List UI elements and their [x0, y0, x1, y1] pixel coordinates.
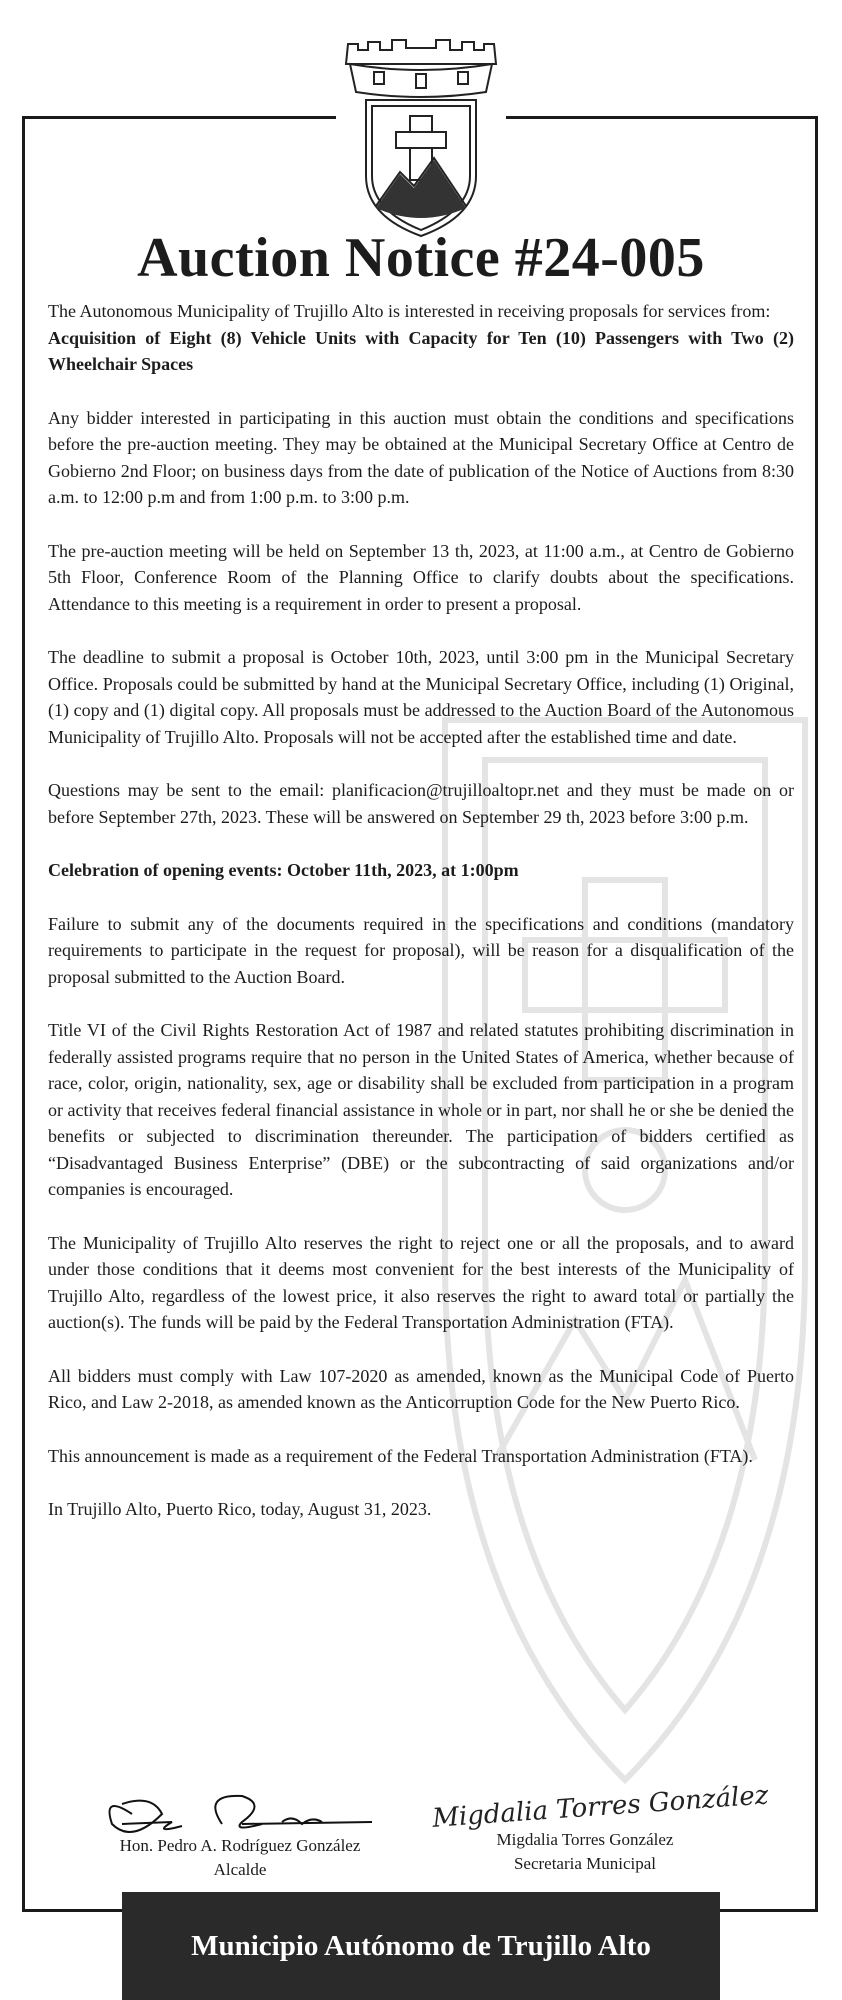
- paragraph-rights-reserved: The Municipality of Trujillo Alto reserves the right to reject one or all the proposals, and to award under those conditions that it deems most convenient for the best interests of the Municipality of Trujillo Alto, regardless of the lowest price, it also reserves the right to award total or partially the auction(s). The funds will be paid by the Federal Transportation Administration (FTA).: [48, 1232, 794, 1332]
- place-date: In Trujillo Alto, Puerto Rico, today, August 31, 2023.: [48, 1499, 432, 1519]
- notice-body: [48, 298, 794, 1523]
- paragraph-deadline: The deadline to submit a proposal is October 10th, 2023, until 3:00 pm in the Municipal Secretary Office. Proposals could be submitted by hand at the Municipal Secretary Office, including (1) Original, (1) copy and (1) digital copy. All proposals must be addressed to the Auction Board of the Autonomous Municipality of Trujillo Alto. Proposals will not be accepted after the established time and date.: [48, 647, 794, 747]
- paragraph-title-vi: Title VI of the Civil Rights Restoration Act of 1987 and related statutes prohibiting discrimination in federally assisted programs require that no person in the United States of America, whether because of race, color, origin, nationality, sex, age or disability shall be excluded from participation in a program or activity that receives federal financial assistance in whole or in part, nor shall he or she be denied the benefits or subjected to discrimination thereunder. The participation of bidders certified as “Disadvantaged Business Enterprise” (DBE) or the subcontracting of said organizations and/or companies is encouraged.: [48, 1020, 794, 1199]
- paragraph-fta-requirement: This announcement is made as a requirement of the Federal Transportation Administration (FTA).: [48, 1445, 753, 1466]
- mayor-signature-block: [80, 1834, 400, 1882]
- paragraph-conditions: Any bidder interested in participating in this auction must obtain the conditions and specifications before the pre-auction meeting. They may be obtained at the Municipal Secretary Office at Centro de Gobierno 2nd Floor; on business days from the date of publication of the Notice of Auctions from 8:30 a.m. to 12:00 p.m and from 1:00 p.m. to 3:00 p.m.: [48, 407, 794, 507]
- secretary-title: Secretaria Municipal: [513, 1854, 657, 1873]
- footer-text: Municipio Autónomo de Trujillo Alto: [191, 1929, 651, 1962]
- secretary-handwritten-signature: Migdalia Torres González: [431, 1780, 770, 1834]
- paragraph-failure: Failure to submit any of the documents required in the specifications and conditions (mandatory requirements to participate in the request for proposal), will be reason for a disqualification of the proposal submitted to the Auction Board.: [48, 913, 794, 987]
- mayor-title: Alcalde: [213, 1860, 267, 1879]
- secretary-name: Migdalia Torres González: [496, 1830, 674, 1849]
- signatures-block: [0, 1780, 842, 1884]
- paragraph-questions: Questions may be sent to the email: planificacion@trujilloaltopr.net and they must be made on or before September 27th, 2023. These will be answered on September 29 th, 2023 before 3:00 p.m.: [48, 780, 794, 827]
- page-title: Auction Notice #24-005: [137, 227, 705, 289]
- paragraph-pre-auction-meeting: The pre-auction meeting will be held on September 13 th, 2023, at 11:00 a.m., at Centro de Gobierno 5th Floor, Conference Room of the Planning Office to clarify doubts about the specifications. Attendance to this meeting is a requirement in order to present a proposal.: [48, 540, 794, 614]
- footer-banner: [122, 1892, 720, 2000]
- secretary-signature-block: [450, 1828, 720, 1876]
- celebration-heading: Celebration of opening events: October 11th, 2023, at 1:00pm: [48, 860, 519, 880]
- paragraph-law-compliance: All bidders must comply with Law 107-2020 as amended, known as the Municipal Code of Puerto Rico, and Law 2-2018, as amended known as the Anticorruption Code for the New Puerto Rico.: [48, 1365, 794, 1412]
- mayor-name: Hon. Pedro A. Rodríguez González: [119, 1836, 361, 1855]
- subject-heading: Acquisition of Eight (8) Vehicle Units with Capacity for Ten (10) Passengers with Two (2) Wheelchair Spaces: [48, 327, 794, 374]
- intro-paragraph: The Autonomous Municipality of Trujillo Alto is interested in receiving proposals for services from:: [48, 301, 771, 321]
- municipal-crest-icon: [336, 36, 506, 240]
